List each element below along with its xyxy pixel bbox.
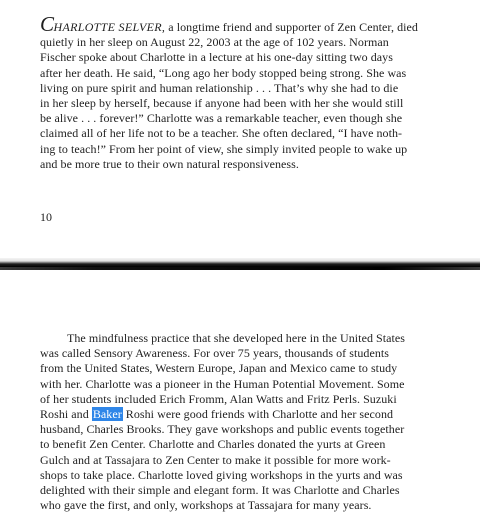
paragraph-line-4: after her death. He said, “Long ago her body stopped being strong. She was [40, 65, 407, 80]
paragraph-line-8: claimed all of her life not to be a teacher. She often declared, “I have noth- [40, 126, 403, 141]
selected-text-highlight[interactable]: Baker [92, 407, 122, 422]
paragraph-line-5: living on pure spirit and human relationship . . . That’s why she had to die [40, 80, 399, 95]
line-text: Roshi were good friends with Charlotte and her second [122, 407, 394, 422]
paragraph-line-7: husband, Charles Brooks. They gave workshops and public events together [40, 422, 405, 437]
practice-paragraph [40, 331, 452, 513]
paragraph-line-8: to benefit Zen Center. Charlotte and Charles donated the yurts at Green [40, 437, 386, 452]
paragraph-line-1: The mindfulness practice that she developed here in the United States [67, 331, 406, 345]
paragraph-line-2: quietly in her sleep on August 22, 2003 at the age of 102 years. Norman [40, 35, 389, 50]
paragraph-line-9: Gulch and at Tassajara to Zen Center to make it possible for more work- [40, 452, 391, 467]
page-number: 10 [40, 210, 52, 224]
paragraph-line-9: ing to teach!” From her point of view, she simply invited people to wake up [40, 141, 408, 156]
paragraph-line-6 [40, 407, 452, 422]
paragraph-line-7: be alive . . . forever!” Charlotte was a remarkable teacher, even though she [40, 111, 403, 126]
paragraph-line-10: shops to take place. Charlotte loved giving workshops in the yurts and was [40, 467, 403, 482]
page-top [0, 0, 480, 258]
page-bottom [0, 270, 480, 528]
paragraph-line-3: Fischer spoke about Charlotte in a lecture at his one-day sitting two days [40, 50, 393, 65]
paragraph-line-1 [40, 12, 452, 36]
paragraph-line-5: of her students included Erich Fromm, Alan Watts and Fritz Perls. Suzuki [40, 391, 397, 406]
line-text: Roshi and [40, 407, 92, 422]
paragraph-line-3: from the United States, Western Europe, Japan and Mexico came to study [40, 361, 398, 376]
line-text: a longtime friend and supporter of Zen Center, died [165, 20, 418, 34]
paragraph-line-2: was called Sensory Awareness. For over 75 years, thousands of students [40, 346, 389, 361]
paragraph-line-6: in her sleep by herself, because if anyone had been with her she would still [40, 96, 404, 111]
paragraph-line-4: with her. Charlotte was a pioneer in the Human Potential Movement. Some [40, 376, 405, 391]
paragraph-line-11: delighted with their simple and elegant form. It was Charlotte and Charles [40, 483, 400, 498]
page-separator [0, 258, 480, 270]
paragraph-line-10: and be more true to their own natural responsiveness. [40, 156, 299, 171]
obituary-paragraph [40, 12, 452, 172]
name-lead-in: HARLOTTE SELVER, [53, 20, 166, 34]
paragraph-line-12: who gave the first, and only, workshops at Tassajara for many years. [40, 498, 372, 513]
drop-cap: C [40, 12, 54, 36]
